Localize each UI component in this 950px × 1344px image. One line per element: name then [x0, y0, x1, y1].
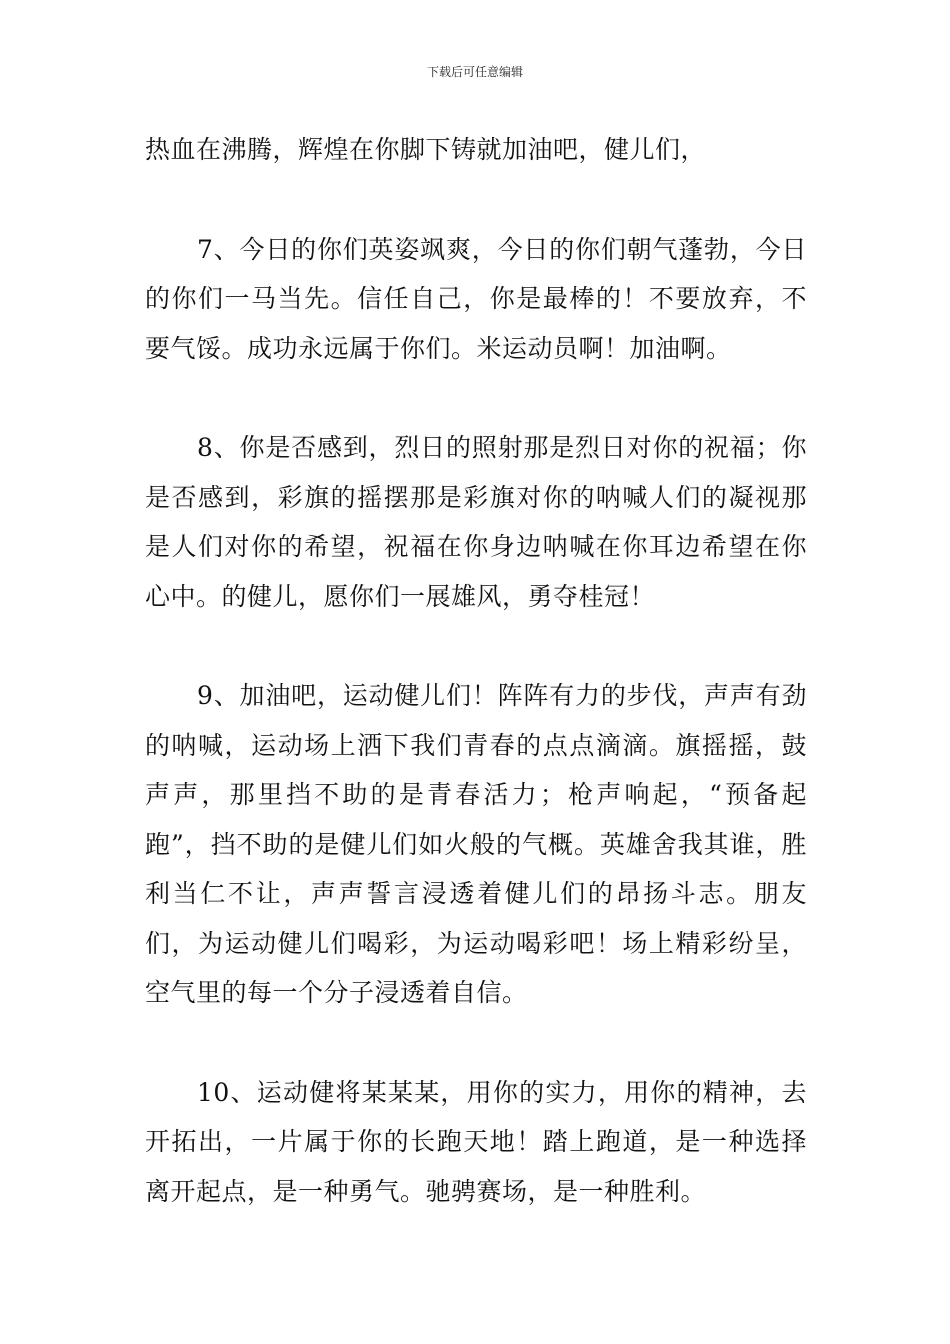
paragraph-gap [145, 373, 807, 423]
paragraph-7: 7、今日的你们英姿飒爽，今日的你们朝气蓬勃，今日的你们一马当先。信任自己，你是最棒的！不要放弃，不要气馁。成功永远属于你们。米运动员啊！加油啊。 [145, 234, 807, 363]
paragraph-9: 9、加油吧，运动健儿们！阵阵有力的步伐，声声有劲的呐喊，运动场上洒下我们青春的点点滴滴。旗摇摇，鼓声声，那里挡不助的是青春活力；枪声响起，“预备起跑”，挡不助的是健儿们如火般的气概。英雄舍我其谁，胜利当仁不让，声声誓言浸透着健儿们的昂扬斗志。朋友们，为运动健儿们喝彩，为运动喝彩吧！场上精彩纷呈，空气里的每一个分子浸透着自信。 [145, 681, 807, 1007]
paragraph-gap [145, 1018, 807, 1068]
paragraph-10: 10、运动健将某某某，用你的实力，用你的精神，去开拓出，一片属于你的长跑天地！踏上跑道，是一种选择离开起点，是一种勇气。驰骋赛场，是一种胜利。 [145, 1077, 807, 1206]
paragraph-continued: 热血在沸腾，辉煌在你脚下铸就加油吧，健儿们， [145, 135, 707, 164]
page-header: 下载后可任意编辑 [426, 65, 523, 79]
paragraph-8: 8、你是否感到，烈日的照射那是烈日对你的祝福；你是否感到，彩旗的摇摆那是彩旗对你的呐喊人们的凝视那是人们对你的希望，祝福在你身边呐喊在你耳边希望在你心中。的健儿，愿你们一展雄风，勇夺桂冠！ [145, 433, 807, 611]
paragraph-gap [145, 175, 807, 225]
document-body [145, 125, 807, 1216]
paragraph-gap [145, 621, 807, 671]
